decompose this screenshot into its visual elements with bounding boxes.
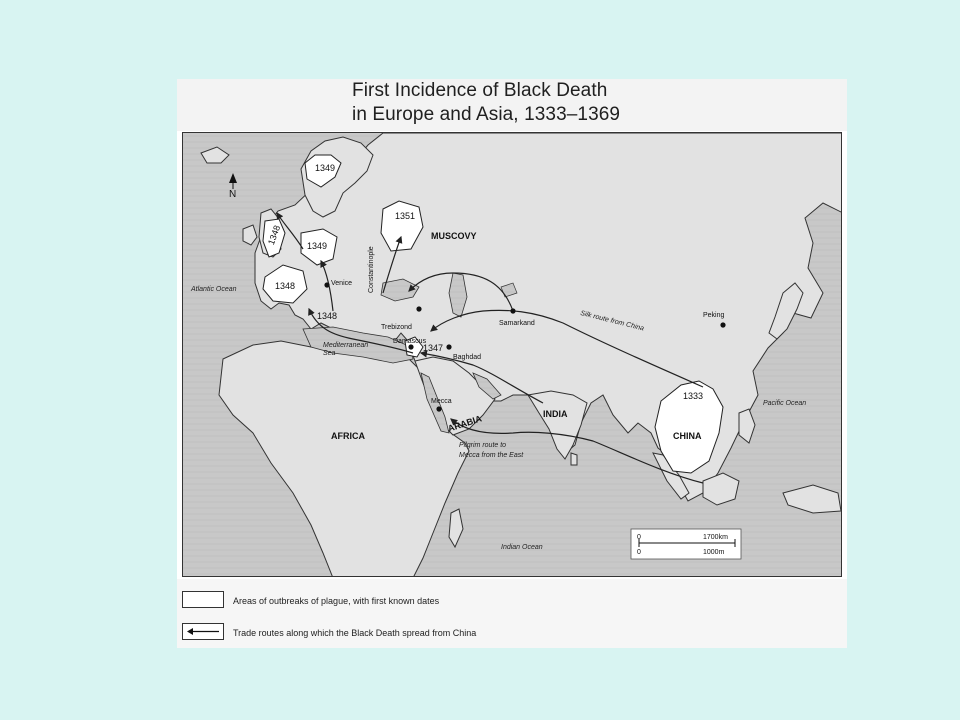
map-frame <box>182 132 842 577</box>
date-label-scandinavia: 1349 <box>315 163 336 173</box>
city-label-peking: Peking <box>703 312 725 319</box>
sea-label-mediterranean-sea: Sea <box>323 350 336 357</box>
scale-m-zero: 0 <box>637 549 641 556</box>
city-label-constantinople: Constantinople <box>368 246 375 293</box>
region-label-arabia: ARABIA <box>446 413 483 434</box>
sea-label-indian: Indian Ocean <box>501 544 543 551</box>
dot-samarkand <box>510 308 515 313</box>
city-label-mecca: Mecca <box>431 398 452 405</box>
dot-mecca <box>436 406 441 411</box>
date-label-china: 1333 <box>683 391 704 401</box>
dot-venice <box>324 282 329 287</box>
region-label-china: CHINA <box>673 431 702 441</box>
date-label-france: 1348 <box>275 281 296 291</box>
scale-m-label: 1000m <box>703 549 725 556</box>
compass-label: N <box>229 189 237 200</box>
date-label-middle-east: 1347 <box>423 343 444 353</box>
title-box <box>177 79 847 131</box>
legend-label-trade-routes: Trade routes along which the Black Death spread from China <box>233 628 477 638</box>
route-label-silk: Silk route from China <box>579 309 645 333</box>
map-title-line-1: First Incidence of Black Death <box>352 80 608 101</box>
date-label-russia: 1351 <box>395 211 416 221</box>
legend-label-outbreak-areas: Areas of outbreaks of plague, with first known dates <box>233 596 440 606</box>
scale-km-label: 1700km <box>703 534 728 541</box>
scale-bar <box>631 529 741 559</box>
region-label-africa: AFRICA <box>331 431 365 441</box>
legend-swatch-outbreak <box>182 591 224 608</box>
sea-label-mediterranean: Mediterranean <box>323 342 369 349</box>
map-canvas <box>183 133 842 577</box>
date-label-britain: 1348 <box>265 223 283 247</box>
map-title-line-2: in Europe and Asia, 1333–1369 <box>352 104 621 125</box>
date-label-italy: 1348 <box>317 311 338 321</box>
city-label-venice: Venice <box>331 280 353 287</box>
legend <box>177 579 847 648</box>
route-label-pilgrim-1: Pilgrim route to <box>459 442 507 449</box>
slide-panel <box>177 79 847 648</box>
city-label-damascus: Damascus <box>393 338 427 345</box>
scale-km-zero: 0 <box>637 534 641 541</box>
dot-trebizond <box>416 306 421 311</box>
city-label-baghdad: Baghdad <box>453 354 482 361</box>
city-label-samarkand: Samarkand <box>499 320 535 327</box>
sea-label-atlantic: Atlantic Ocean <box>191 286 237 293</box>
city-label-trebizond: Trebizond <box>381 324 412 331</box>
sea-label-pacific: Pacific Ocean <box>763 400 807 407</box>
dot-baghdad <box>446 344 451 349</box>
route-label-pilgrim-2: Mecca from the East <box>459 452 524 459</box>
region-label-india: INDIA <box>543 409 568 419</box>
date-label-germany: 1349 <box>307 241 328 251</box>
sri-lanka-landmass <box>571 453 577 465</box>
region-label-muscovy: MUSCOVY <box>431 231 477 241</box>
legend-swatch-trade-route <box>182 623 224 640</box>
arrow-left-icon <box>183 624 223 639</box>
dot-peking <box>720 322 725 327</box>
dot-damascus <box>408 344 413 349</box>
